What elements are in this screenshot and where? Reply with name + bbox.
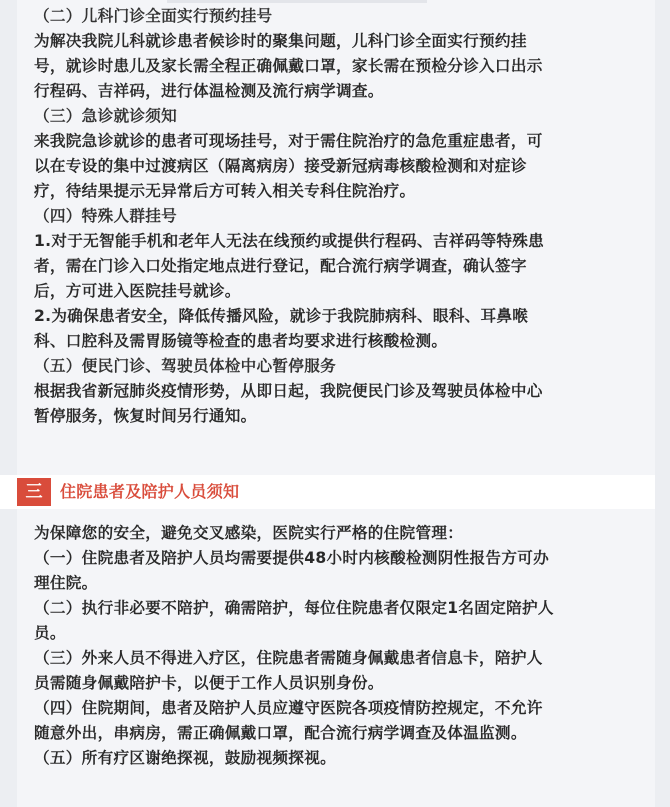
section-three-content xyxy=(34,521,634,771)
paragraph-line: 号，就诊时患儿及家长需全程正确佩戴口罩，家长需在预检分诊入口出示 xyxy=(34,57,543,75)
paragraph-line: 后，方可进入医院挂号就诊。 xyxy=(34,282,241,300)
paragraph-line: 以在专设的集中过渡病区（隔离病房）接受新冠病毒核酸检测和对症诊 xyxy=(34,157,527,175)
section-title: 住院患者及陪护人员须知 xyxy=(60,482,240,501)
section-number-badge: 三 xyxy=(17,478,51,506)
left-gutter xyxy=(0,0,17,807)
paragraph-line: 为解决我院儿科就诊患者候诊时的聚集问题，儿科门诊全面实行预约挂 xyxy=(34,32,527,50)
section-two-content xyxy=(34,4,634,429)
paragraph-line: 员需随身佩戴陪护卡，以便于工作人员识别身份。 xyxy=(34,674,384,692)
paragraph-line: 为保障您的安全，避免交叉感染，医院实行严格的住院管理： xyxy=(34,524,464,542)
paragraph-line: 来我院急诊就诊的患者可现场挂号，对于需住院治疗的急危重症患者，可 xyxy=(34,132,543,150)
paragraph-line: （四）住院期间，患者及陪护人员应遵守医院各项疫情防控规定，不允许 xyxy=(34,699,543,717)
subsection-heading: （二）儿科门诊全面实行预约挂号 xyxy=(34,7,273,25)
paragraph-line: 理住院。 xyxy=(34,574,98,592)
right-gutter xyxy=(655,0,670,807)
divider xyxy=(167,0,427,3)
paragraph-line: 科、口腔科及需胃肠镜等检查的患者均要求进行核酸检测。 xyxy=(34,332,448,350)
paragraph-line: 行程码、吉祥码，进行体温检测及流行病学调查。 xyxy=(34,82,384,100)
paragraph-line: 者，需在门诊入口处指定地点进行登记，配合流行病学调查，确认签字 xyxy=(34,257,527,275)
paragraph-line: 随意外出，串病房，需正确佩戴口罩，配合流行病学调查及体温监测。 xyxy=(34,724,527,742)
paragraph-line: （五）所有疗区谢绝探视，鼓励视频探视。 xyxy=(34,749,336,767)
subsection-heading: （三）急诊就诊须知 xyxy=(34,107,178,125)
paragraph-line: （一）住院患者及陪护人员均需要提供48小时内核酸检测阴性报告方可办 xyxy=(34,549,550,567)
paragraph-line: 2.为确保患者安全，降低传播风险，就诊于我院肺病科、眼科、耳鼻喉 xyxy=(34,307,529,325)
subsection-heading: （四）特殊人群挂号 xyxy=(34,207,178,225)
paragraph-line: 员。 xyxy=(34,624,66,642)
paragraph-line: 暂停服务，恢复时间另行通知。 xyxy=(34,407,257,425)
paragraph-line: 根据我省新冠肺炎疫情形势，从即日起，我院便民门诊及驾驶员体检中心 xyxy=(34,382,543,400)
paragraph-line: （二）执行非必要不陪护，确需陪护，每位住院患者仅限定1名固定陪护人 xyxy=(34,599,554,617)
paragraph-line: 1.对于无智能手机和老年人无法在线预约或提供行程码、吉祥码等特殊患 xyxy=(34,232,545,250)
paragraph-line: 疗，待结果提示无异常后方可转入相关专科住院治疗。 xyxy=(34,182,416,200)
subsection-heading: （五）便民门诊、驾驶员体检中心暂停服务 xyxy=(34,357,336,375)
paragraph-line: （三）外来人员不得进入疗区，住院患者需随身佩戴患者信息卡，陪护人 xyxy=(34,649,543,667)
